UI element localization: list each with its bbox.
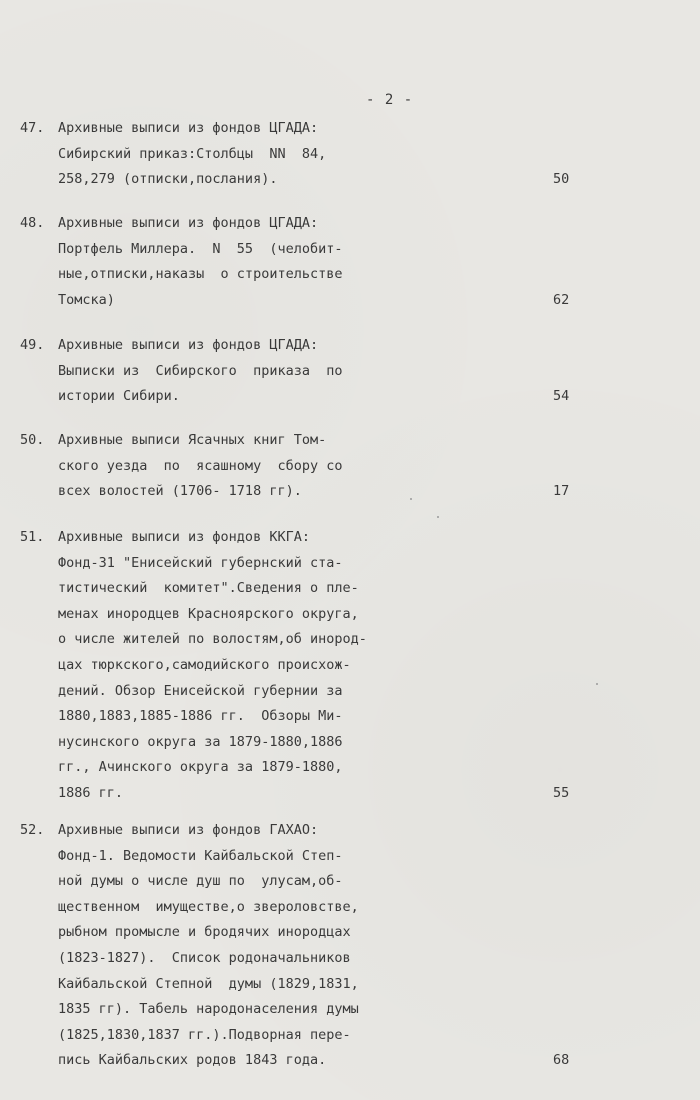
entry-line: (1823-1827). Список родоначальников [58,949,351,966]
entry-line: Сибирский приказ:Столбцы NN 84, [58,145,327,162]
entry-line: ной думы о числе душ по улусам,об- [58,873,343,890]
entry-number: 52. [20,822,45,838]
page-number: - 2 - [366,92,414,108]
entry-line: пись Кайбальских родов 1843 года. [58,1052,327,1069]
entry-line: цах тюркского,самодийского происхож- [58,656,351,673]
entry-line: Архивные выписи Ясачных книг Том- [58,432,327,448]
entry-line: истории Сибири. [58,388,180,405]
entry-page-number: 62 [553,291,570,308]
entry-line: 1835 гг). Табель народонаселения думы [58,1001,359,1018]
entry-line: гг., Ачинского округа за 1879-1880, [58,759,343,776]
entry-text [58,525,367,807]
entry-line: ского уезда по ясашному сбору со [58,457,343,474]
entry-line: Архивные выписи из фондов ЦГАДА: [58,120,319,136]
entry-line: 1886 гг. [58,784,124,801]
entry-line: 1880,1883,1885-1886 гг. Обзоры Ми- [58,708,343,725]
entry-line: о числе жителей по волостям,об инород- [58,631,367,648]
entry-line: нусинского округа за 1879-1880,1886 [58,733,343,750]
entry-line: Архивные выписи из фондов ККГА: [58,529,310,545]
entry-page-number: 55 [553,785,570,801]
entry-line: (1825,1830,1837 гг.).Подворная пере- [58,1026,351,1043]
entry-line: Выписки из Сибирского приказа по [58,362,343,379]
entry-line: рыбном промысле и бродячих инородцах [58,924,351,941]
entry-line: Архивные выписи из фондов ЦГАДА: [58,215,319,231]
entry-line: ные,отписки,наказы о строительстве [58,266,343,283]
scan-speck [596,683,598,685]
entry-page-number: 17 [553,483,570,500]
scan-speck [437,516,439,518]
entry-page-number: 68 [553,1052,570,1069]
entry-line: дений. Обзор Енисейской губернии за [58,682,343,699]
entry-line: Портфель Миллера. N 55 (челобит- [58,240,343,257]
entry-line: всех волостей (1706- 1718 гг). [58,483,302,500]
entry-line: 258,279 (отписки,послания). [58,171,278,188]
entry-number: 47. [20,120,45,136]
entry-page-number: 50 [553,171,570,188]
entry-line: Кайбальской Степной думы (1829,1831, [58,975,359,992]
entry-line: тистический комитет".Сведения о пле- [58,580,359,597]
entry-text [58,211,342,313]
entry-text [58,428,342,505]
entry-number: 50. [20,432,45,448]
entry-number: 51. [20,529,45,545]
entry-number: 48. [20,215,45,231]
entry-line: Архивные выписи из фондов ГАХАО: [58,822,319,838]
entry-line: Фонд-31 "Енисейский губернский ста- [58,554,343,571]
entry-line: Фонд-1. Ведомости Кайбальской Степ- [58,847,343,864]
entry-page-number: 54 [553,388,570,405]
entry-line: менах инородцев Красноярского округа, [58,605,359,622]
entry-line: щественном имуществе,о звероловстве, [58,898,359,915]
entry-line: Томска) [58,291,115,308]
entry-text [58,116,326,193]
entry-text [58,333,342,410]
entry-number: 49. [20,337,45,353]
entry-text [58,818,359,1074]
scan-speck [410,498,412,500]
entry-line: Архивные выписи из фондов ЦГАДА: [58,337,319,353]
